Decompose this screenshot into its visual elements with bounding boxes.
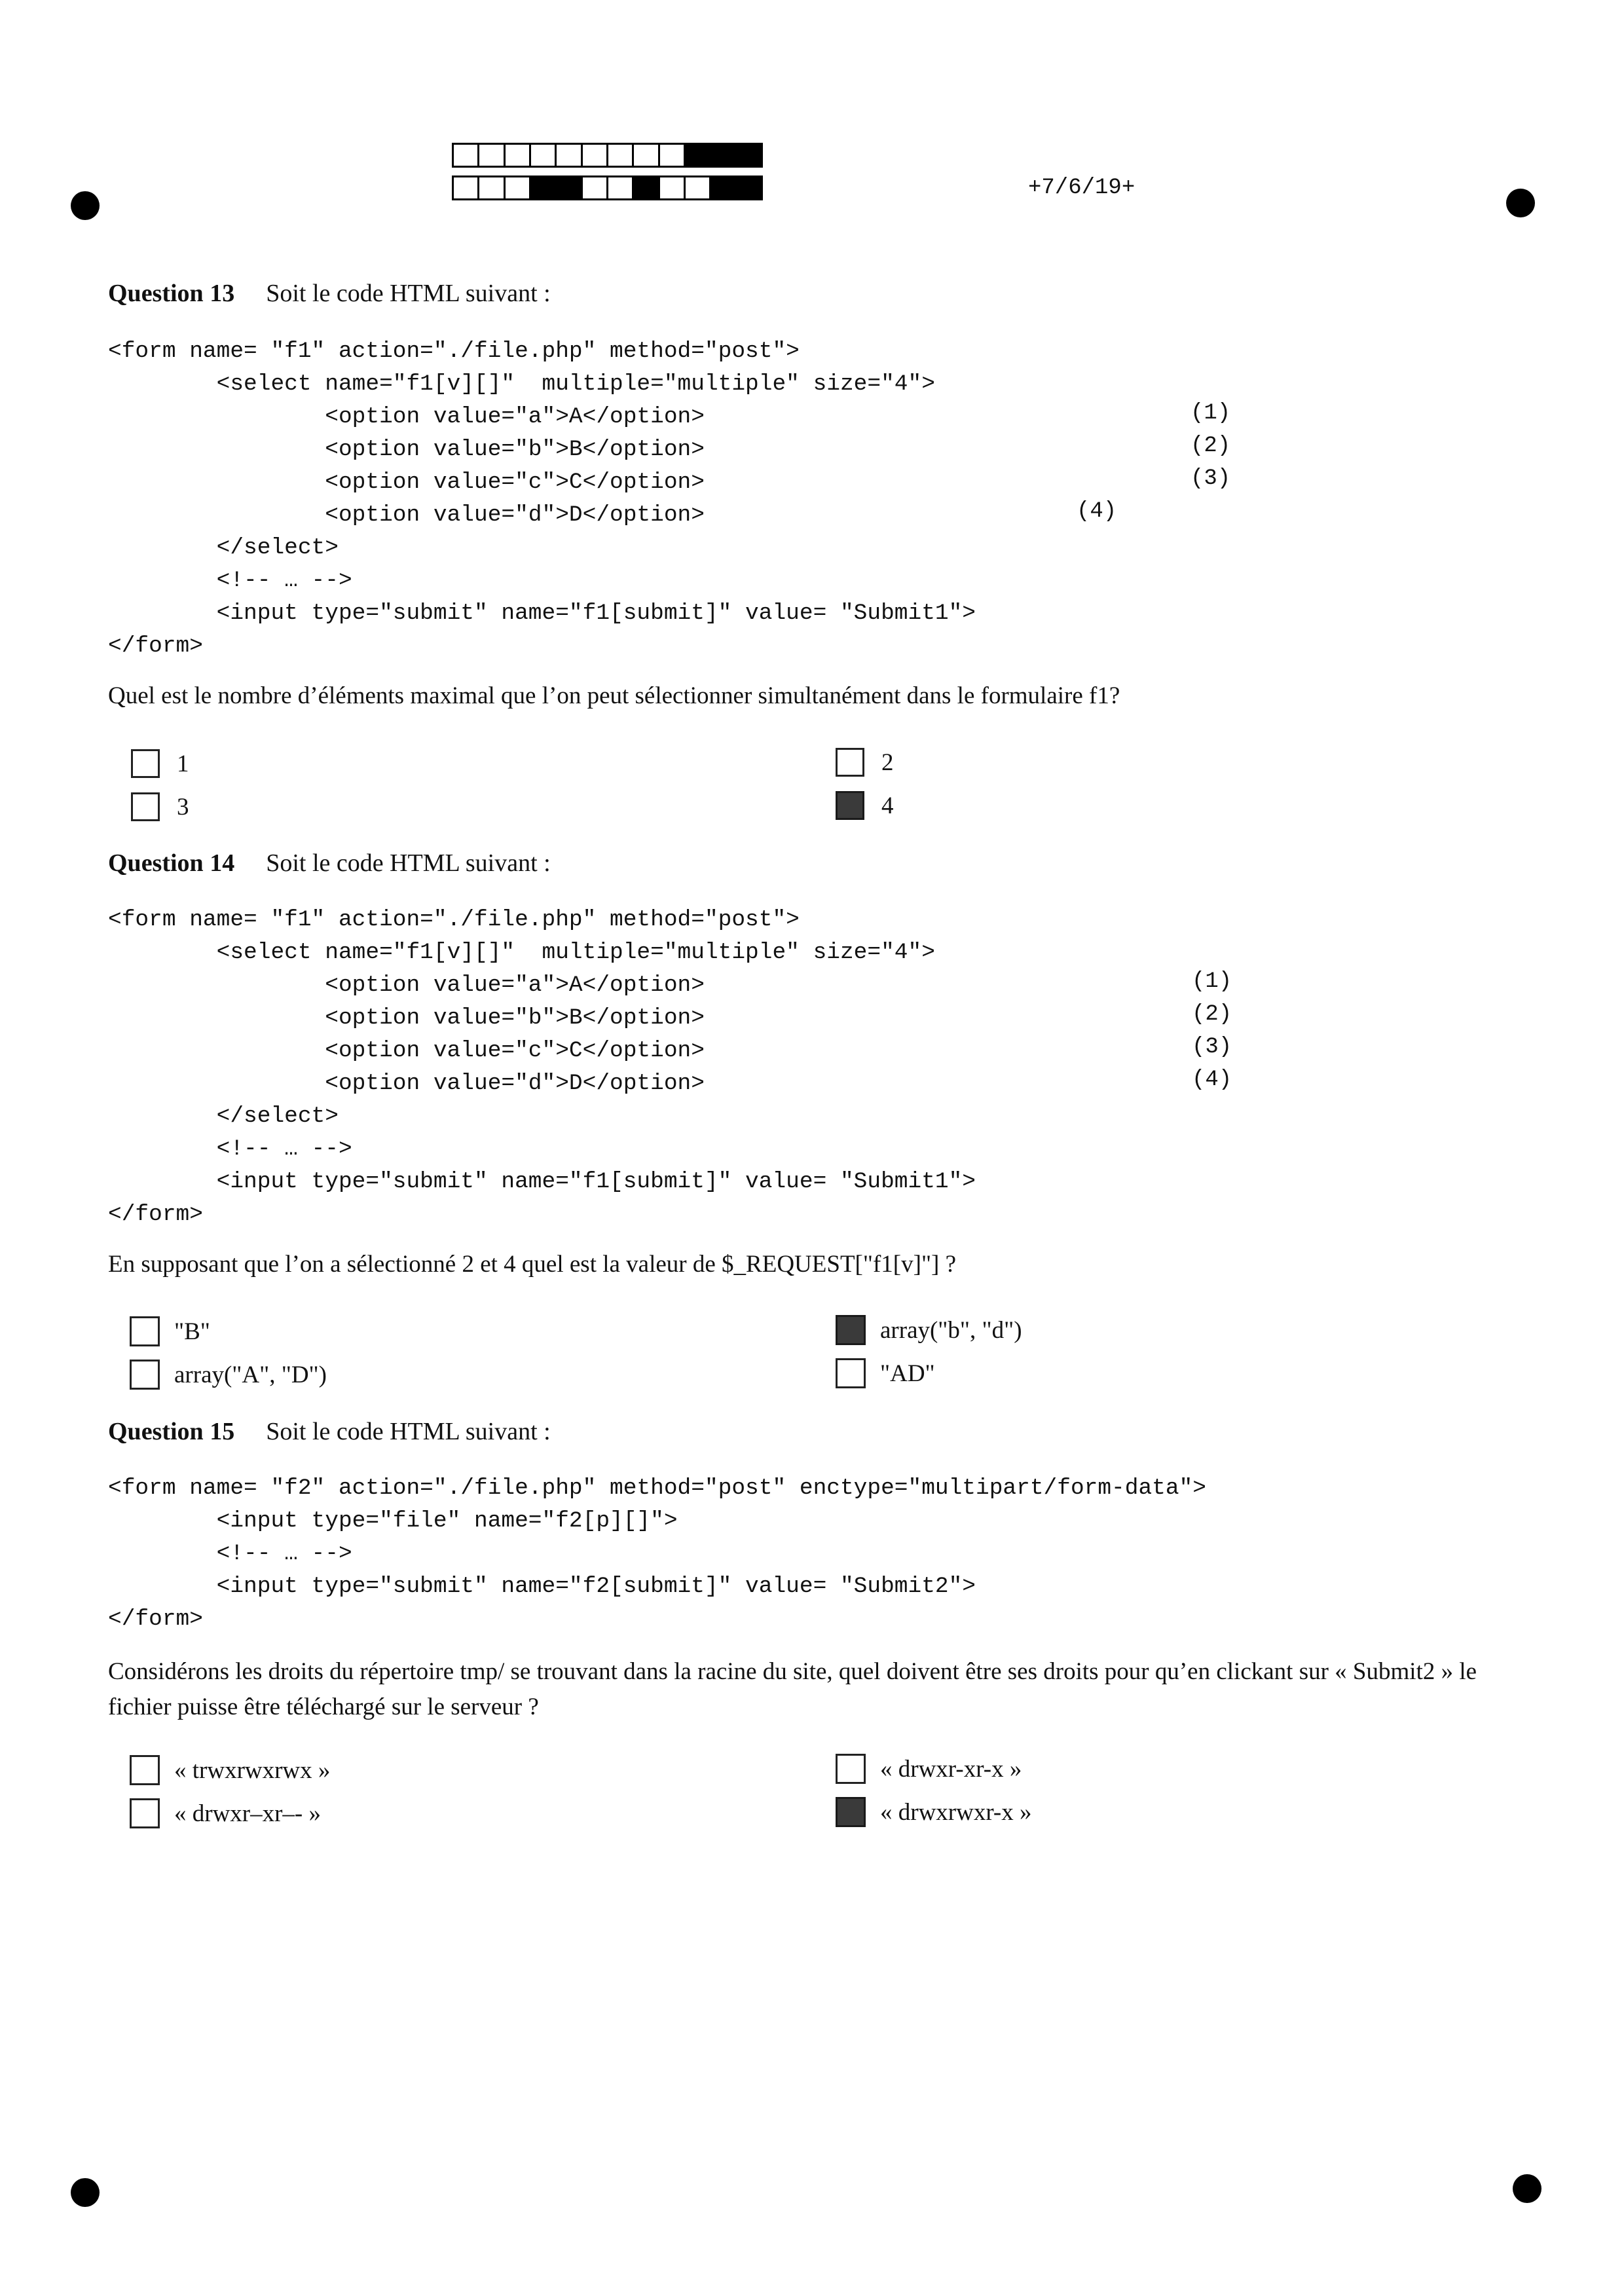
barcode-cell [658, 143, 686, 168]
registration-mark-top-left [71, 191, 100, 220]
question-label: Question 13 [108, 280, 235, 307]
checkbox[interactable] [836, 748, 864, 777]
question-15-heading [108, 1417, 551, 1446]
answer-label: "B" [174, 1318, 210, 1345]
barcode-row-2 [452, 176, 761, 200]
answer-choice[interactable] [130, 1316, 210, 1346]
barcode-cell [709, 176, 737, 200]
option-number: (1) [1192, 969, 1232, 994]
barcode-cell [504, 143, 531, 168]
option-number: (3) [1192, 1035, 1232, 1060]
checkbox[interactable] [836, 1315, 866, 1345]
barcode-cell [555, 176, 582, 200]
question-15-prompt: Considérons les droits du répertoire tmp/ se trouvant dans la racine du site, quel doivent être ses droits pour qu’en clickant sur « Submit2 » le fichier puisse être téléchargé sur le serveur ? [108, 1658, 1477, 1720]
answer-label: « drwxrwxr-x » [880, 1798, 1032, 1826]
answer-choice[interactable] [130, 1360, 327, 1390]
answer-choice[interactable] [130, 1798, 321, 1828]
answer-label: array("A", "D") [174, 1361, 327, 1388]
option-number: (4) [1077, 499, 1117, 524]
question-13-heading [108, 279, 551, 308]
barcode-cell [632, 143, 659, 168]
barcode-row-1 [452, 143, 761, 168]
question-intro: Soit le code HTML suivant : [266, 280, 551, 307]
registration-mark-top-right [1506, 189, 1535, 217]
barcode-cell [606, 143, 634, 168]
question-13-code: <form name= "f1" action="./file.php" method="post"> <select name="f1[v][]" multiple="multiple" size="4"> <option value="a">A</option> <option value="b">B</option> <option value="c">C</option> <option value="d">D</option> </select> <!-- … --> <input type="submit" name="f1[submit]" value= "Submit1"> </form> [108, 339, 976, 659]
answer-label: 3 [177, 793, 189, 821]
checkbox[interactable] [836, 1797, 866, 1827]
option-number: (2) [1192, 1002, 1232, 1027]
answer-choice[interactable] [130, 1755, 330, 1785]
barcode-cell [684, 176, 711, 200]
answer-choice[interactable] [836, 1797, 1032, 1827]
barcode-cell [735, 143, 763, 168]
barcode-cell [529, 176, 557, 200]
answer-choice[interactable] [836, 1358, 935, 1388]
answer-label: "AD" [880, 1360, 935, 1387]
page-id: +7/6/19+ [1028, 176, 1135, 200]
question-13-prompt: Quel est le nombre d’éléments maximal que l’on peut sélectionner simultanément dans le formulaire f1? [108, 682, 1120, 709]
checkbox[interactable] [131, 749, 160, 778]
barcode-cell [477, 176, 505, 200]
answer-label: 2 [881, 749, 894, 776]
option-number: (4) [1192, 1067, 1232, 1092]
barcode-cell [555, 143, 582, 168]
checkbox[interactable] [131, 792, 160, 821]
barcode-cell [658, 176, 686, 200]
question-14-heading [108, 849, 551, 878]
answer-choice[interactable] [836, 1754, 1022, 1784]
answer-label: array("b", "d") [880, 1316, 1022, 1344]
barcode-cell [632, 176, 659, 200]
checkbox[interactable] [130, 1360, 160, 1390]
question-14-prompt: En supposant que l’on a sélectionné 2 et 4 quel est la valeur de $_REQUEST["f1[v]"] ? [108, 1251, 957, 1278]
answer-choice[interactable] [131, 792, 189, 821]
registration-mark-bottom-left [71, 2178, 100, 2207]
checkbox[interactable] [130, 1316, 160, 1346]
barcode-cell [735, 176, 763, 200]
barcode-cell [684, 143, 711, 168]
option-number: (1) [1190, 401, 1231, 426]
barcode-cell [709, 143, 737, 168]
barcode-cell [581, 143, 608, 168]
option-number: (2) [1190, 434, 1231, 458]
barcode-cell [452, 143, 479, 168]
checkbox[interactable] [130, 1798, 160, 1828]
registration-mark-bottom-right [1513, 2174, 1541, 2203]
question-intro: Soit le code HTML suivant : [266, 1418, 551, 1445]
barcode-cell [504, 176, 531, 200]
answer-choice[interactable] [131, 749, 189, 778]
question-14-code: <form name= "f1" action="./file.php" method="post"> <select name="f1[v][]" multiple="multiple" size="4"> <option value="a">A</option> <option value="b">B</option> <option value="c">C</option> <option value="d">D</option> </select> <!-- … --> <input type="submit" name="f1[submit]" value= "Submit1"> </form> [108, 907, 976, 1227]
checkbox[interactable] [836, 1358, 866, 1388]
question-15-code: <form name= "f2" action="./file.php" method="post" enctype="multipart/form-data"> <input type="file" name="f2[p][]"> <!-- … --> <input type="submit" name="f2[submit]" value= "Submit2"> </form> [108, 1475, 1206, 1632]
barcode-cell [529, 143, 557, 168]
answer-label: « drwxr–xr–- » [174, 1800, 322, 1827]
question-intro: Soit le code HTML suivant : [266, 849, 551, 877]
barcode-cell [606, 176, 634, 200]
question-label: Question 14 [108, 849, 235, 877]
barcode-cell [477, 143, 505, 168]
answer-choice[interactable] [836, 748, 894, 777]
answer-label: « trwxrwxrwx » [174, 1756, 331, 1784]
question-label: Question 15 [108, 1418, 235, 1445]
answer-choice[interactable] [836, 791, 894, 820]
answer-label: 4 [881, 792, 894, 819]
barcode-cell [452, 176, 479, 200]
option-number: (3) [1190, 466, 1231, 491]
barcode-cell [581, 176, 608, 200]
checkbox[interactable] [836, 791, 864, 820]
answer-label: « drwxr-xr-x » [880, 1755, 1022, 1783]
answer-label: 1 [177, 750, 189, 777]
answer-choice[interactable] [836, 1315, 1022, 1345]
checkbox[interactable] [836, 1754, 866, 1784]
checkbox[interactable] [130, 1755, 160, 1785]
